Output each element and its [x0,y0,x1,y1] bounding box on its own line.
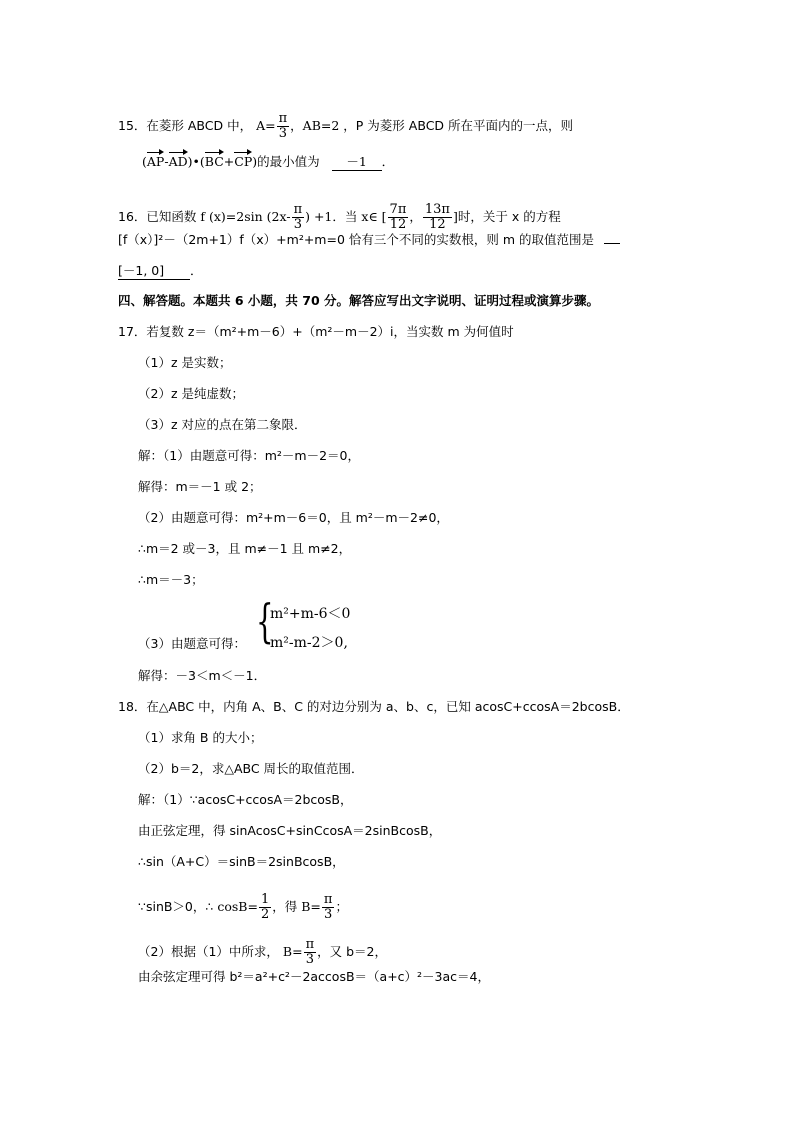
q16-answer: [－1, 0] [118,263,190,280]
q16-text-1: 已知函数 [146,209,197,224]
q18-b-value: B= [301,899,321,914]
q17-part-2: （2）z 是纯虚数； [138,386,244,401]
q15-angle-lhs: A= [256,118,276,133]
q16-pi-over-3: $\frac{\pi}{3}$ [293,202,303,232]
q15-pi-over-3: $\frac{\pi}{3}$ [278,111,288,141]
q17-part-1: （1）z 是实数； [138,355,232,370]
q15-number: 15． [118,118,147,133]
q15-answer: －1 [332,154,382,171]
q16-line1: 16．已知函数 f (x)=2sin (2x- $\frac{\pi}{3}$ ) +1．当 x∈ [ $\frac{7\pi}{12}$ ， $\frac{13\pi}{12}$ ]时，关于 x 的方程 [118,202,561,232]
q18-solution-3: ∴sin（A+C）＝sinB＝2sinBcosB， [138,854,345,869]
q16-period: ． [190,263,203,278]
q15-ab: ，AB=2 [290,118,340,133]
q15-line1 [118,112,573,141]
q16-line3 [118,263,203,280]
q16-number: 16． [118,209,147,224]
vector-ad: AD [169,150,188,170]
q17-solution-3: （2）由题意可得：m²+m－6＝0，且 m²－m－2≠0， [138,510,449,525]
q17-solution-5: ∴m＝－3； [138,572,204,587]
q17-solution-4: ∴m＝2 或－3，且 m≠－1 且 m≠2， [138,541,352,556]
q17-system-line-2: m²-m-2＞0, [270,635,348,651]
q17-solution-6: （3）由题意可得： [138,636,246,651]
q17-part-3: （3）z 对应的点在第二象限． [138,417,307,432]
q18-solution-1: 解：（1）∵acosC+ccosA＝2bcosB， [138,792,353,807]
q17-system-line-1: m²+m-6＜0 [270,606,351,622]
q18-solution-2: 由正弦定理，得 sinAcosC+sinCcosA＝2sinBcosB， [138,823,442,838]
q18-pi-over-3-2: $\frac{\pi}{3}$ [305,937,315,967]
q18-cosb: cosB= [217,899,258,914]
q15-text-2: ，P 为菱形 ABCD 所在平面内的一点，则 [343,118,574,133]
q16-interval: x∈ [ [361,209,387,224]
q17-solution-7: 解得：－3＜m＜－1． [138,668,267,683]
q18-stem: 18．在△ABC 中，内角 A、B、C 的对边分别为 a、b、c，已知 acosC+ccosA＝2bcosB． [118,699,630,714]
q17-solution-2: 解得：m＝－1 或 2； [138,479,262,494]
vector-bc: BC [205,150,224,170]
q16-function: f (x)=2sin (2x- [200,209,291,224]
q16-frac-7pi-12: $\frac{7\pi}{12}$ [389,202,407,232]
q15-period: ． [381,154,395,169]
vector-cp: CP [234,150,252,170]
q15-text-3: 的最小值为 [257,154,320,169]
section-heading: 四、解答题。本题共 6 小题，共 70 分。解答应写出文字说明、证明过程或演算步骤。 [118,293,600,308]
q18-solution-6: 由余弦定理可得 b²＝a²+c²－2accosB＝（a+c）²－3ac＝4， [138,969,490,984]
q15-text-1: 在菱形 ABCD 中， [146,118,253,133]
q15-line2: (AP-AD)•(BC+CP)的最小值为 －1 ． [142,150,394,171]
q18-pi-over-3: $\frac{\pi}{3}$ [323,892,333,922]
q16-text-2: 时，关于 x 的方程 [457,209,561,224]
q18-b-value-2: B= [282,944,303,959]
q18-part-1: （1）求角 B 的大小； [138,730,263,745]
system-brace: { [256,594,274,648]
q18-solution-4: ∵sinB＞0，∴ cosB= $\frac{1}{2}$ ，得 B= $\frac{\pi}{3}$ ； [138,892,348,922]
q16-line2: [f（x）]²－（2m+1）f（x）+m²+m=0 恰有三个不同的实数根，则 m 的取值范围是 [118,232,620,248]
vector-ap: AP [147,150,164,170]
q16-frac-13pi-12: $\frac{13\pi}{12}$ [424,202,450,232]
q18-one-half: $\frac{1}{2}$ [260,892,270,922]
q17-stem: 17．若复数 z＝（m²+m－6）+（m²－m－2）i，当实数 m 为何值时 [118,324,514,339]
q18-solution-5: （2）根据（1）中所求， B= $\frac{\pi}{3}$ ，又 b＝2， [138,937,387,967]
q18-part-2: （2）b＝2，求△ABC 周长的取值范围． [138,761,364,776]
q17-solution-1: 解：（1）由题意可得：m²－m－2＝0， [138,448,360,463]
